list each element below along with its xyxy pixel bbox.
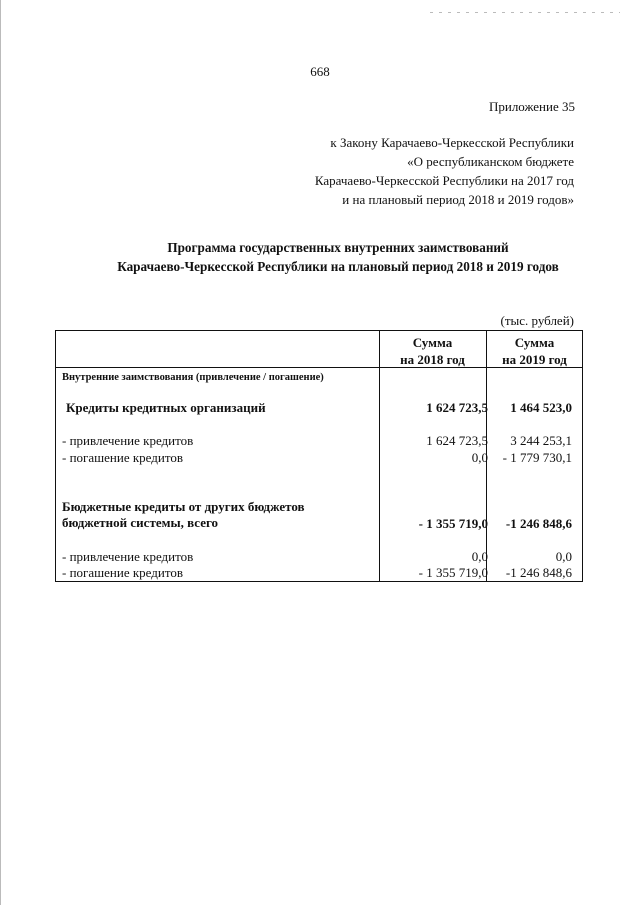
budget-repay-2019: -1 246 848,6 [505, 565, 572, 580]
law-line: к Закону Карачаево-Черкесской Республики [330, 135, 574, 150]
section-label: Внутренние заимствования (привлечение / погашение) [62, 372, 324, 383]
budget-repay-2018: - 1 355 719,0 [418, 565, 488, 580]
borrowings-table [55, 330, 583, 582]
row-label-raise: - привлечение кредитов [62, 549, 194, 564]
title-line-1: Программа государственных внутренних заимствований [167, 240, 509, 255]
bank-raise-2019: 3 244 253,1 [510, 433, 572, 448]
bank-credits-2018: 1 624 723,5 [426, 400, 488, 415]
scan-artifact [430, 12, 620, 13]
bank-repay-2018: 0,0 [471, 450, 488, 465]
row-label-repay: - погашение кредитов [62, 450, 183, 465]
page-number: 668 [310, 64, 330, 79]
scan-edge [0, 0, 1, 905]
bank-credits-2019: 1 464 523,0 [510, 400, 572, 415]
budget-credits-2019: -1 246 848,6 [505, 516, 572, 531]
row-label-bank-credits: Кредиты кредитных организаций [66, 400, 266, 415]
bank-repay-2019: - 1 779 730,1 [502, 450, 572, 465]
law-line: и на плановый период 2018 и 2019 годов» [342, 192, 574, 207]
budget-credits-2018: - 1 355 719,0 [418, 516, 488, 531]
column-header-2018: Сумма на 2018 год [400, 335, 465, 367]
row-label-budget-credits: Бюджетные кредиты от других бюджетов [62, 499, 305, 514]
budget-raise-2019: 0,0 [555, 549, 572, 564]
unit-label: (тыс. рублей) [500, 313, 574, 328]
title-line-2: Карачаево-Черкесской Республики на плановый период 2018 и 2019 годов [117, 259, 559, 274]
row-label-raise: - привлечение кредитов [62, 433, 194, 448]
law-line: Карачаево-Черкесской Республики на 2017 год [314, 173, 574, 188]
budget-raise-2018: 0,0 [471, 549, 488, 564]
row-label-repay: - погашение кредитов [62, 565, 183, 580]
bank-raise-2018: 1 624 723,5 [426, 433, 488, 448]
document-title [60, 238, 616, 276]
column-header-2019: Сумма на 2019 год [502, 335, 567, 367]
law-reference [315, 133, 574, 209]
appendix-label: Приложение 35 [488, 99, 575, 114]
row-label-budget-credits-cont: бюджетной системы, всего [62, 515, 219, 530]
law-line: «О республиканском бюджете [407, 154, 574, 169]
column-divider [379, 331, 380, 581]
